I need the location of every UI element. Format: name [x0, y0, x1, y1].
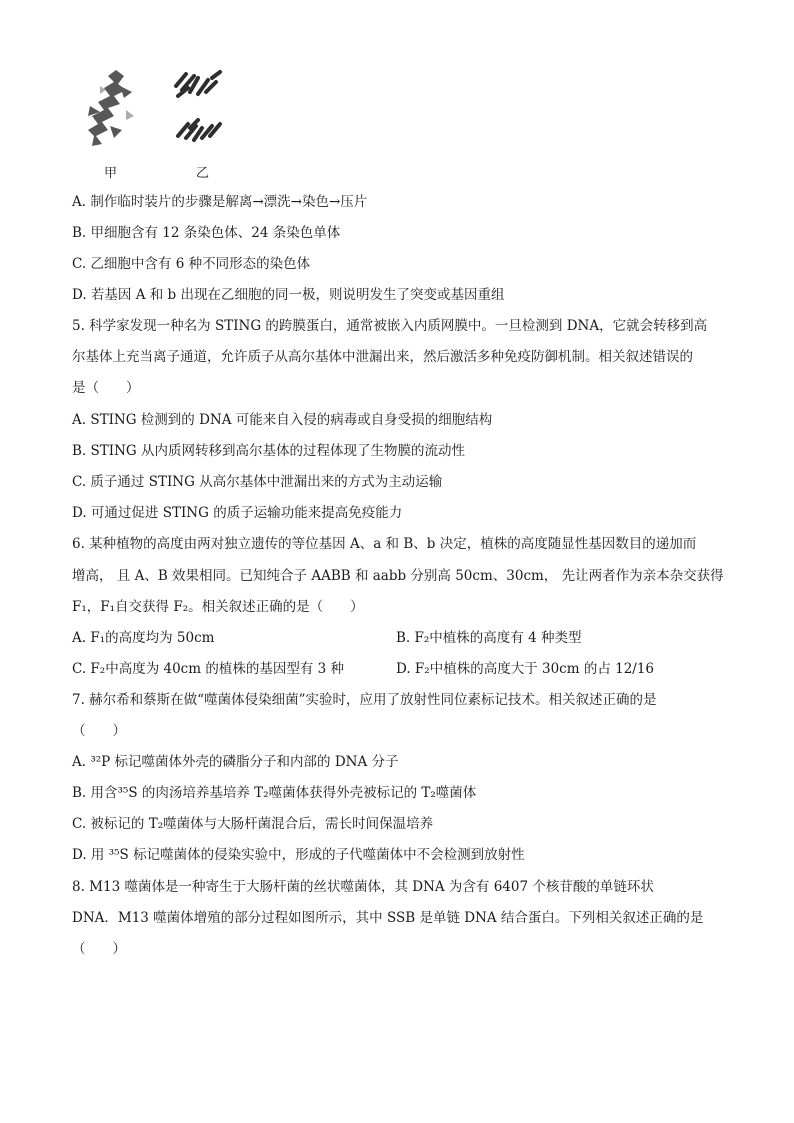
q8-stem-line3: （ ） — [72, 941, 126, 957]
q6-stem-line3: F₁，F₁自交获得 F₂。相关叙述正确的是（ ） — [72, 599, 364, 615]
q7-stem-line1: 7. 赫尔希和蔡斯在做“噬菌体侵染细菌”实验时，应用了放射性同位素标记技术。相关叙述正确的是 — [72, 692, 657, 708]
q5-stem-line2: 尔基体上充当离子通道，允许质子从高尔基体中泄漏出来，然后激活多种免疫防御机制。相关叙述错误的 — [72, 349, 693, 365]
q4-option-b: B. 甲细胞含有 12 条染色体、24 条染色单体 — [72, 225, 341, 241]
q8-stem-line2: DNA．M13 噬菌体增殖的部分过程如图所示，其中 SSB 是单链 DNA 结合蛋白。下列相关叙述正确的是 — [72, 910, 704, 926]
q6-option-c: C. F₂中高度为 40cm 的植株的基因型有 3 种 — [72, 661, 345, 677]
q6-option-d: D. F₂中植株的高度大于 30cm 的占 12/16 — [396, 661, 655, 677]
q5-option-a: A. STING 检测到的 DNA 可能来自入侵的病毒或自身受损的细胞结构 — [72, 412, 493, 428]
q8-stem-line1: 8. M13 噬菌体是一种寄生于大肠杆菌的丝状噬菌体，其 DNA 为含有 6407 个核苷酸的单链环状 — [72, 879, 654, 895]
q5-option-c: C. 质子通过 STING 从高尔基体中泄漏出来的方式为主动运输 — [72, 474, 443, 490]
q5-stem-line3: 是（ ） — [72, 380, 140, 396]
q4-option-c: C. 乙细胞中含有 6 种不同形态的染色体 — [72, 256, 311, 272]
figure-label-jia: 甲 — [104, 166, 118, 181]
q7-option-c: C. 被标记的 T₂噬菌体与大肠杆菌混合后，需长时间保温培养 — [72, 816, 434, 832]
q5-option-d: D. 可通过促进 STING 的质子运输功能来提高免疫能力 — [72, 505, 403, 521]
figure-label-yi: 乙 — [196, 166, 210, 181]
q7-option-d: D. 用 ³⁵S 标记噬菌体的侵染实验中，形成的子代噬菌体中不会检测到放射性 — [72, 847, 525, 863]
q7-option-a: A. ³²P 标记噬菌体外壳的磷脂分子和内部的 DNA 分子 — [72, 754, 399, 770]
q4-option-d: D. 若基因 A 和 b 出现在乙细胞的同一极，则说明发生了突变或基因重组 — [72, 287, 505, 303]
q6-stem-line2: 增高， 且 A、B 效果相同。已知纯合子 AABB 和 aabb 分别高 50cm、30cm， 先让两者作为亲本杂交获得 — [72, 568, 724, 584]
q5-option-b: B. STING 从内质网转移到高尔基体的过程体现了生物膜的流动性 — [72, 443, 465, 459]
q6-stem-line1: 6. 某种植物的高度由两对独立遗传的等位基因 A、a 和 B、b 决定，植株的高度随显性基因数目的递加而 — [72, 536, 697, 552]
q7-stem-line2: （ ） — [72, 723, 126, 739]
q6-option-b: B. F₂中植株的高度有 4 种类型 — [396, 630, 582, 646]
cell-jia-image — [80, 66, 144, 150]
chromosome-figure — [80, 66, 280, 186]
q7-option-b: B. 用含³⁵S 的肉汤培养基培养 T₂噬菌体获得外壳被标记的 T₂噬菌体 — [72, 785, 477, 801]
q5-stem-line1: 5. 科学家发现一种名为 STING 的跨膜蛋白，通常被嵌入内质网膜中。一旦检测到 DNA，它就会转移到高 — [72, 318, 708, 334]
q6-option-a: A. F₁的高度均为 50cm — [72, 630, 215, 646]
q4-option-a: A. 制作临时装片的步骤是解离→漂洗→染色→压片 — [72, 194, 368, 210]
cell-yi-image — [168, 66, 232, 150]
